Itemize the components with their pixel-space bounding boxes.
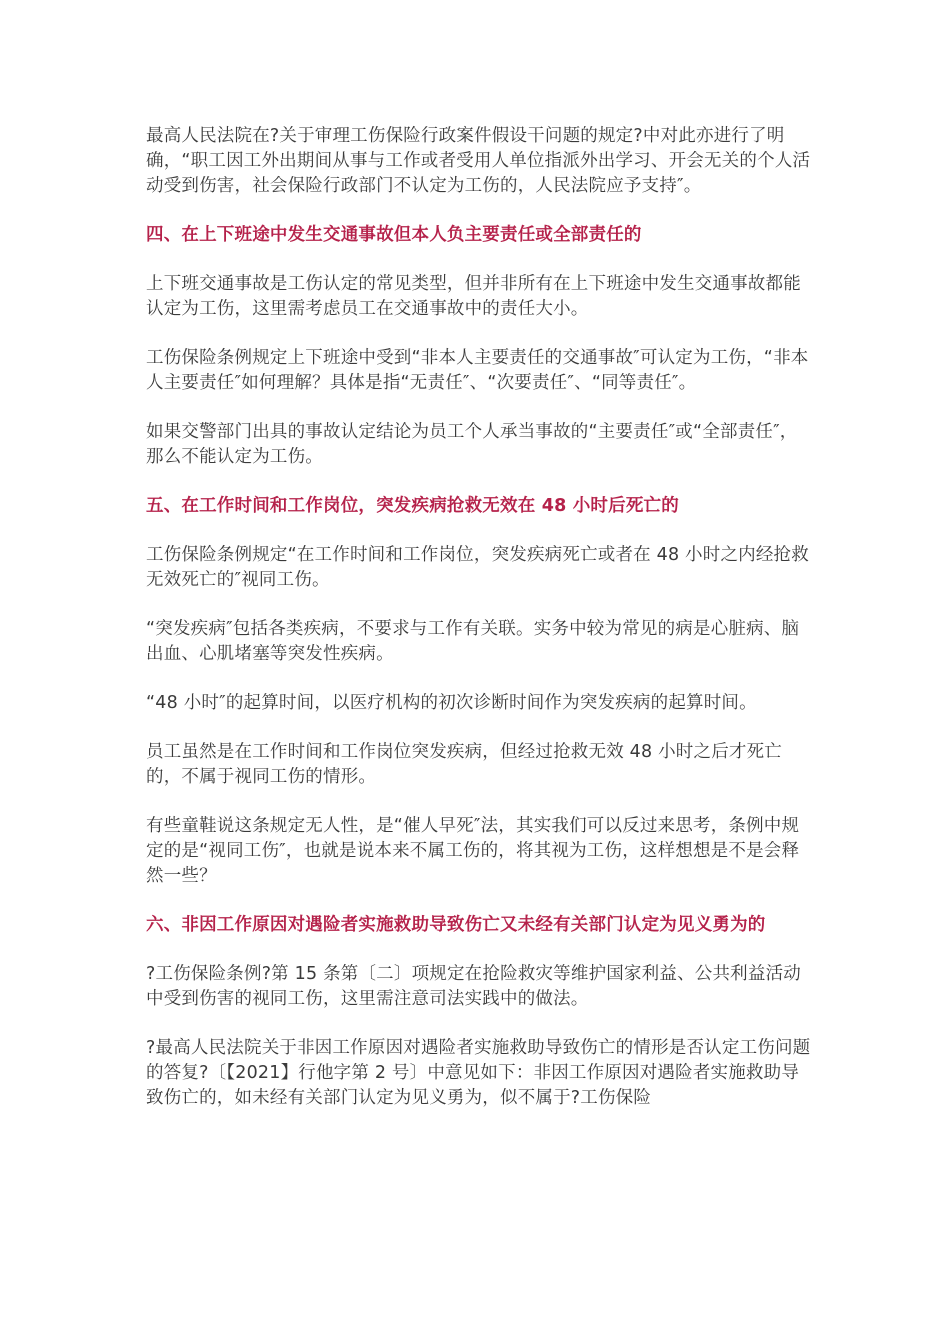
paragraph: 如果交警部门出具的事故认定结论为员工个人承当事故的“主要责任″或“全部责任″，那么不能认定为工伤。: [146, 422, 798, 467]
paragraph: 最高人民法院在?关于审理工伤保险行政案件假设干问题的规定?中对此亦进行了明确，“职工因工外出期间从事与工作或者受用人单位指派外出学习、开会无关的个人活动受到伤害，社会保险行政部门不认定为工伤的，人民法院应予支持″。: [146, 126, 811, 196]
section-heading: 四、在上下班途中发生交通事故但本人负主要责任或全部责任的: [146, 225, 642, 245]
document-body: [146, 124, 811, 1135]
section-heading: 五、在工作时间和工作岗位，突发疾病抢救无效在 48 小时后死亡的: [146, 496, 679, 516]
paragraph: 工伤保险条例规定“在工作时间和工作岗位，突发疾病死亡或者在 48 小时之内经抢救无效死亡的″视同工伤。: [146, 545, 809, 590]
paragraph: “48 小时″的起算时间，以医疗机构的初次诊断时间作为突发疾病的起算时间。: [146, 693, 757, 713]
paragraph: 工伤保险条例规定上下班途中受到“非本人主要责任的交通事故″可认定为工伤，“非本人主要责任″如何理解？具体是指“无责任″、“次要责任″、“同等责任″。: [146, 348, 809, 393]
paragraph: “突发疾病″包括各类疾病，不要求与工作有关联。实务中较为常见的病是心脏病、脑出血、心肌堵塞等突发性疾病。: [146, 619, 800, 664]
paragraph: 上下班交通事故是工伤认定的常见类型，但并非所有在上下班途中发生交通事故都能认定为工伤，这里需考虑员工在交通事故中的责任大小。: [146, 274, 801, 319]
paragraph: ?最高人民法院关于非因工作原因对遇险者实施救助导致伤亡的情形是否认定工伤问题的答复?〔【2021】行他字第 2 号〕中意见如下：非因工作原因对遇险者实施救助导致伤亡的，如未经有关部门认定为见义勇为，似不属于?工伤保险: [146, 1038, 811, 1108]
paragraph: 员工虽然是在工作时间和工作岗位突发疾病，但经过抢救无效 48 小时之后才死亡的，不属于视同工伤的情形。: [146, 742, 782, 787]
paragraph: ?工伤保险条例?第 15 条第〔二〕项规定在抢险救灾等维护国家利益、公共利益活动中受到伤害的视同工伤，这里需注意司法实践中的做法。: [146, 964, 801, 1009]
paragraph: 有些童鞋说这条规定无人性，是“催人早死″法，其实我们可以反过来思考，条例中规定的是“视同工伤″，也就是说本来不属工伤的，将其视为工伤，这样想想是不是会释然一些？: [146, 816, 800, 886]
section-heading: 六、非因工作原因对遇险者实施救助导致伤亡又未经有关部门认定为见义勇为的: [146, 915, 766, 935]
